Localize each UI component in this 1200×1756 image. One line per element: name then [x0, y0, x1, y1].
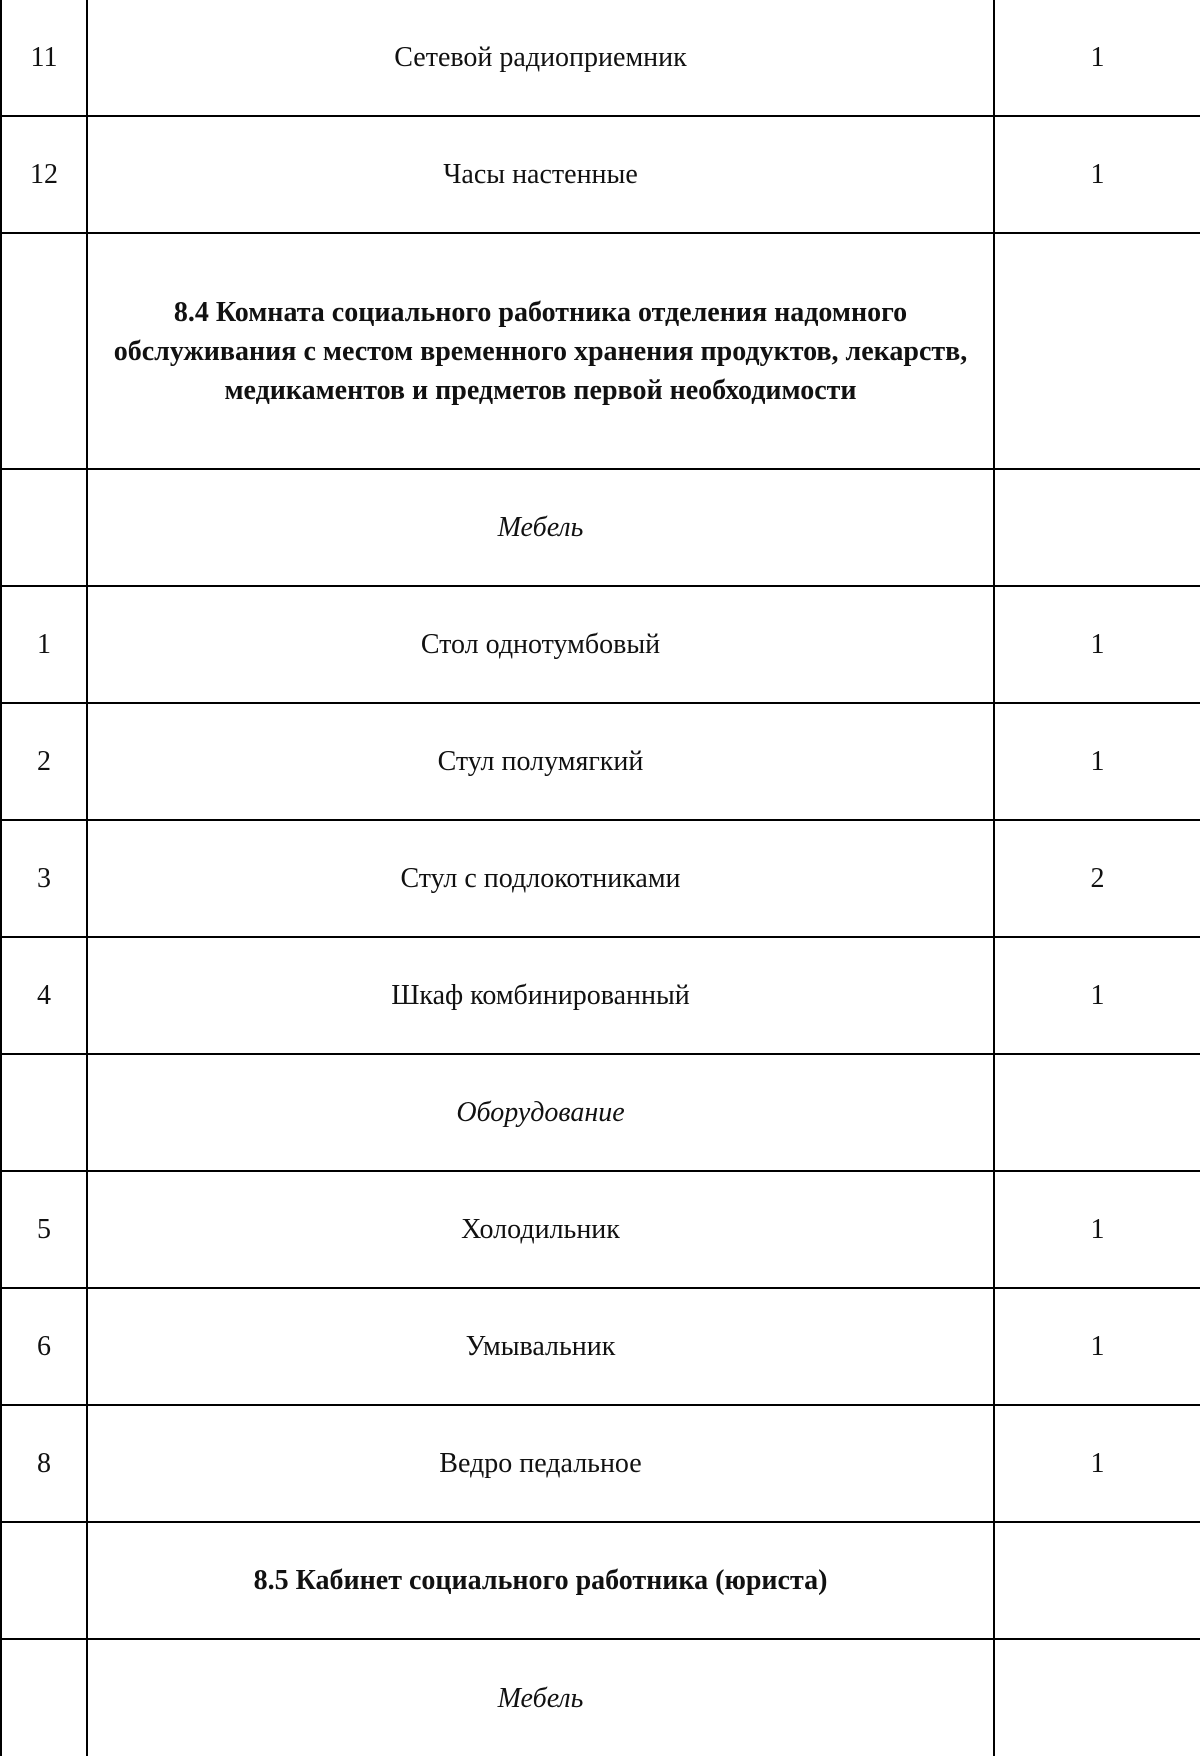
subheading-row	[1, 1054, 1200, 1171]
row-number-cell	[1, 1522, 87, 1639]
quantity-cell: 1	[994, 586, 1200, 703]
row-number-cell: 5	[1, 1171, 87, 1288]
row-number-cell: 1	[1, 586, 87, 703]
table-row	[1, 820, 1200, 937]
section-heading-cell: 8.4 Комната социального работника отделения надомного обслуживания с местом временного хранения продуктов, лекарств, медикаментов и предметов первой необходимости	[87, 233, 994, 469]
table-row	[1, 1288, 1200, 1405]
quantity-cell: 1	[994, 116, 1200, 233]
item-name-cell: Холодильник	[87, 1171, 994, 1288]
group-subheading-cell: Мебель	[87, 1639, 994, 1756]
group-subheading-cell: Мебель	[87, 469, 994, 586]
table-row	[1, 116, 1200, 233]
row-number-cell	[1, 1639, 87, 1756]
subheading-row	[1, 1639, 1200, 1756]
quantity-cell: 1	[994, 703, 1200, 820]
subheading-row	[1, 469, 1200, 586]
section-heading-cell: 8.5 Кабинет социального работника (юриста)	[87, 1522, 994, 1639]
item-name-cell: Ведро педальное	[87, 1405, 994, 1522]
table-row	[1, 586, 1200, 703]
row-number-cell	[1, 1054, 87, 1171]
quantity-cell	[994, 469, 1200, 586]
item-name-cell: Часы настенные	[87, 116, 994, 233]
table-row	[1, 703, 1200, 820]
item-name-cell: Стол однотумбовый	[87, 586, 994, 703]
quantity-cell: 1	[994, 1171, 1200, 1288]
quantity-cell	[994, 1522, 1200, 1639]
table-row	[1, 1171, 1200, 1288]
item-name-cell: Сетевой радиоприемник	[87, 0, 994, 116]
section-row	[1, 233, 1200, 469]
group-subheading-cell: Оборудование	[87, 1054, 994, 1171]
quantity-cell: 2	[994, 820, 1200, 937]
item-name-cell: Стул с подлокотниками	[87, 820, 994, 937]
row-number-cell	[1, 233, 87, 469]
quantity-cell	[994, 1639, 1200, 1756]
row-number-cell: 12	[1, 116, 87, 233]
quantity-cell: 1	[994, 937, 1200, 1054]
row-number-cell: 11	[1, 0, 87, 116]
item-name-cell: Стул полумягкий	[87, 703, 994, 820]
table-row	[1, 937, 1200, 1054]
quantity-cell	[994, 1054, 1200, 1171]
quantity-cell: 1	[994, 1288, 1200, 1405]
row-number-cell: 3	[1, 820, 87, 937]
row-number-cell: 6	[1, 1288, 87, 1405]
section-row	[1, 1522, 1200, 1639]
table-row	[1, 1405, 1200, 1522]
row-number-cell: 4	[1, 937, 87, 1054]
row-number-cell	[1, 469, 87, 586]
table-row	[1, 0, 1200, 116]
row-number-cell: 8	[1, 1405, 87, 1522]
quantity-cell	[994, 233, 1200, 469]
item-name-cell: Умывальник	[87, 1288, 994, 1405]
item-name-cell: Шкаф комбинированный	[87, 937, 994, 1054]
quantity-cell: 1	[994, 1405, 1200, 1522]
quantity-cell: 1	[994, 0, 1200, 116]
row-number-cell: 2	[1, 703, 87, 820]
